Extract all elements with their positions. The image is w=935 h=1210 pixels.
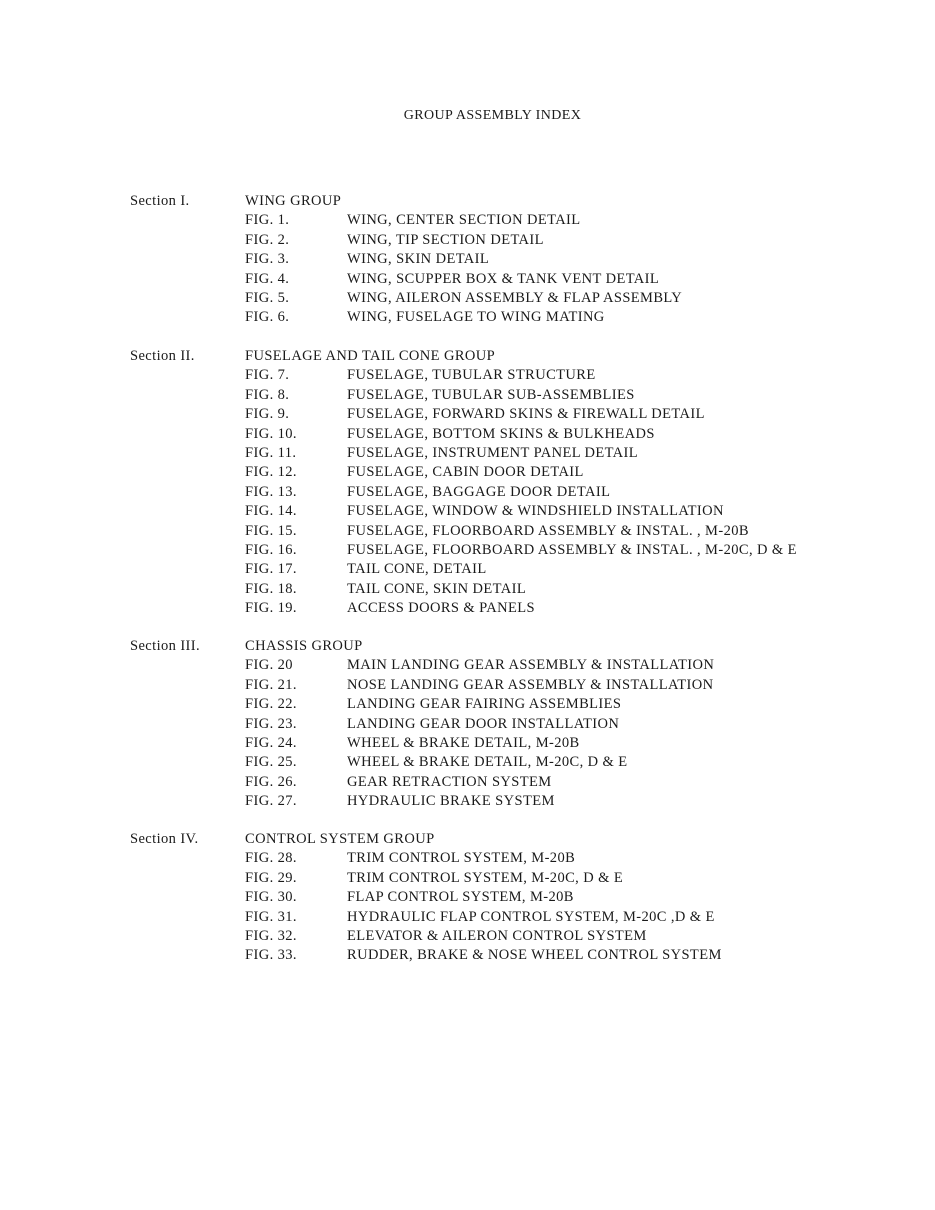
figure-number: FIG. 32. [245,927,297,944]
figure-number: FIG. 33. [245,947,297,964]
figure-description: FUSELAGE, CABIN DOOR DETAIL [347,464,584,481]
figure-description: FUSELAGE, WINDOW & WINDSHIELD INSTALLATION [347,503,724,520]
section-label: Section II. [130,348,195,364]
figure-number: FIG. 21. [245,676,297,693]
figure-description: FLAP CONTROL SYSTEM, M-20B [347,889,574,906]
section-label: Section I. [130,193,190,209]
section-title: CHASSIS GROUP [245,638,363,654]
figure-number: FIG. 26. [245,773,297,790]
figure-description: WING, CENTER SECTION DETAIL [347,212,581,229]
figure-description: FUSELAGE, TUBULAR SUB-ASSEMBLIES [347,386,635,403]
figure-number: FIG. 13. [245,483,297,500]
figure-description: FUSELAGE, TUBULAR STRUCTURE [347,367,596,384]
figure-description: LANDING GEAR FAIRING ASSEMBLIES [347,696,622,713]
figure-number: FIG. 27. [245,793,297,810]
figure-number: FIG. 17. [245,561,297,578]
figure-description: TRIM CONTROL SYSTEM, M-20B [347,850,576,867]
section-title: FUSELAGE AND TAIL CONE GROUP [245,348,496,364]
figure-description: FUSELAGE, BAGGAGE DOOR DETAIL [347,483,611,500]
figure-number: FIG. 1. [245,212,290,229]
figure-description: ACCESS DOORS & PANELS [347,600,535,617]
figure-number: FIG. 22. [245,696,297,713]
figure-number: FIG. 7. [245,367,290,384]
figure-description: HYDRAULIC BRAKE SYSTEM [347,793,555,810]
section-label: Section III. [130,638,201,654]
figure-description: FUSELAGE, INSTRUMENT PANEL DETAIL [347,444,639,461]
figure-description: TAIL CONE, SKIN DETAIL [347,580,527,597]
figure-number: FIG. 3. [245,251,290,268]
figure-description: TRIM CONTROL SYSTEM, M-20C, D & E [347,869,624,886]
figure-number: FIG. 9. [245,406,290,423]
figure-description: WING, SCUPPER BOX & TANK VENT DETAIL [347,270,660,287]
figure-number: FIG. 30. [245,889,297,906]
figure-description: WING, TIP SECTION DETAIL [347,231,544,248]
figure-number: FIG. 25. [245,754,297,771]
figure-number: FIG. 24. [245,734,297,751]
section-title: CONTROL SYSTEM GROUP [245,831,435,847]
figure-description: ELEVATOR & AILERON CONTROL SYSTEM [347,927,647,944]
figure-description: WING, SKIN DETAIL [347,251,490,268]
figure-number: FIG. 10. [245,425,297,442]
section-label: Section IV. [130,831,199,847]
figure-number: FIG. 6. [245,309,290,326]
figure-number: FIG. 23. [245,715,297,732]
figure-number: FIG. 28. [245,850,297,867]
figure-description: TAIL CONE, DETAIL [347,561,487,578]
figure-number: FIG. 8. [245,386,290,403]
figure-number: FIG. 15. [245,522,297,539]
figure-description: NOSE LANDING GEAR ASSEMBLY & INSTALLATION [347,676,714,693]
section-title: WING GROUP [245,193,342,209]
figure-number: FIG. 29. [245,869,297,886]
figure-number: FIG. 20 [245,657,293,674]
figure-number: FIG. 31. [245,908,297,925]
figure-description: WING, FUSELAGE TO WING MATING [347,309,605,326]
figure-number: FIG. 11. [245,444,297,461]
figure-description: WHEEL & BRAKE DETAIL, M-20C, D & E [347,754,628,771]
figure-number: FIG. 19. [245,600,297,617]
figure-description: GEAR RETRACTION SYSTEM [347,773,552,790]
figure-number: FIG. 5. [245,289,290,306]
figure-description: FUSELAGE, FLOORBOARD ASSEMBLY & INSTAL. , M-20C, D & E [347,541,797,558]
figure-number: FIG. 16. [245,541,297,558]
figure-description: WING, AILERON ASSEMBLY & FLAP ASSEMBLY [347,289,683,306]
figure-description: FUSELAGE, FORWARD SKINS & FIREWALL DETAIL [347,406,705,423]
figure-description: FUSELAGE, FLOORBOARD ASSEMBLY & INSTAL. , M-20B [347,522,749,539]
figure-description: RUDDER, BRAKE & NOSE WHEEL CONTROL SYSTEM [347,947,722,964]
page-title: GROUP ASSEMBLY INDEX [403,108,582,123]
figure-number: FIG. 14. [245,503,297,520]
figure-number: FIG. 18. [245,580,297,597]
figure-description: WHEEL & BRAKE DETAIL, M-20B [347,734,580,751]
figure-number: FIG. 4. [245,270,290,287]
figure-description: LANDING GEAR DOOR INSTALLATION [347,715,620,732]
figure-number: FIG. 12. [245,464,297,481]
figure-description: FUSELAGE, BOTTOM SKINS & BULKHEADS [347,425,655,442]
figure-number: FIG. 2. [245,231,290,248]
figure-description: HYDRAULIC FLAP CONTROL SYSTEM, M-20C ,D & E [347,908,715,925]
figure-description: MAIN LANDING GEAR ASSEMBLY & INSTALLATION [347,657,715,674]
